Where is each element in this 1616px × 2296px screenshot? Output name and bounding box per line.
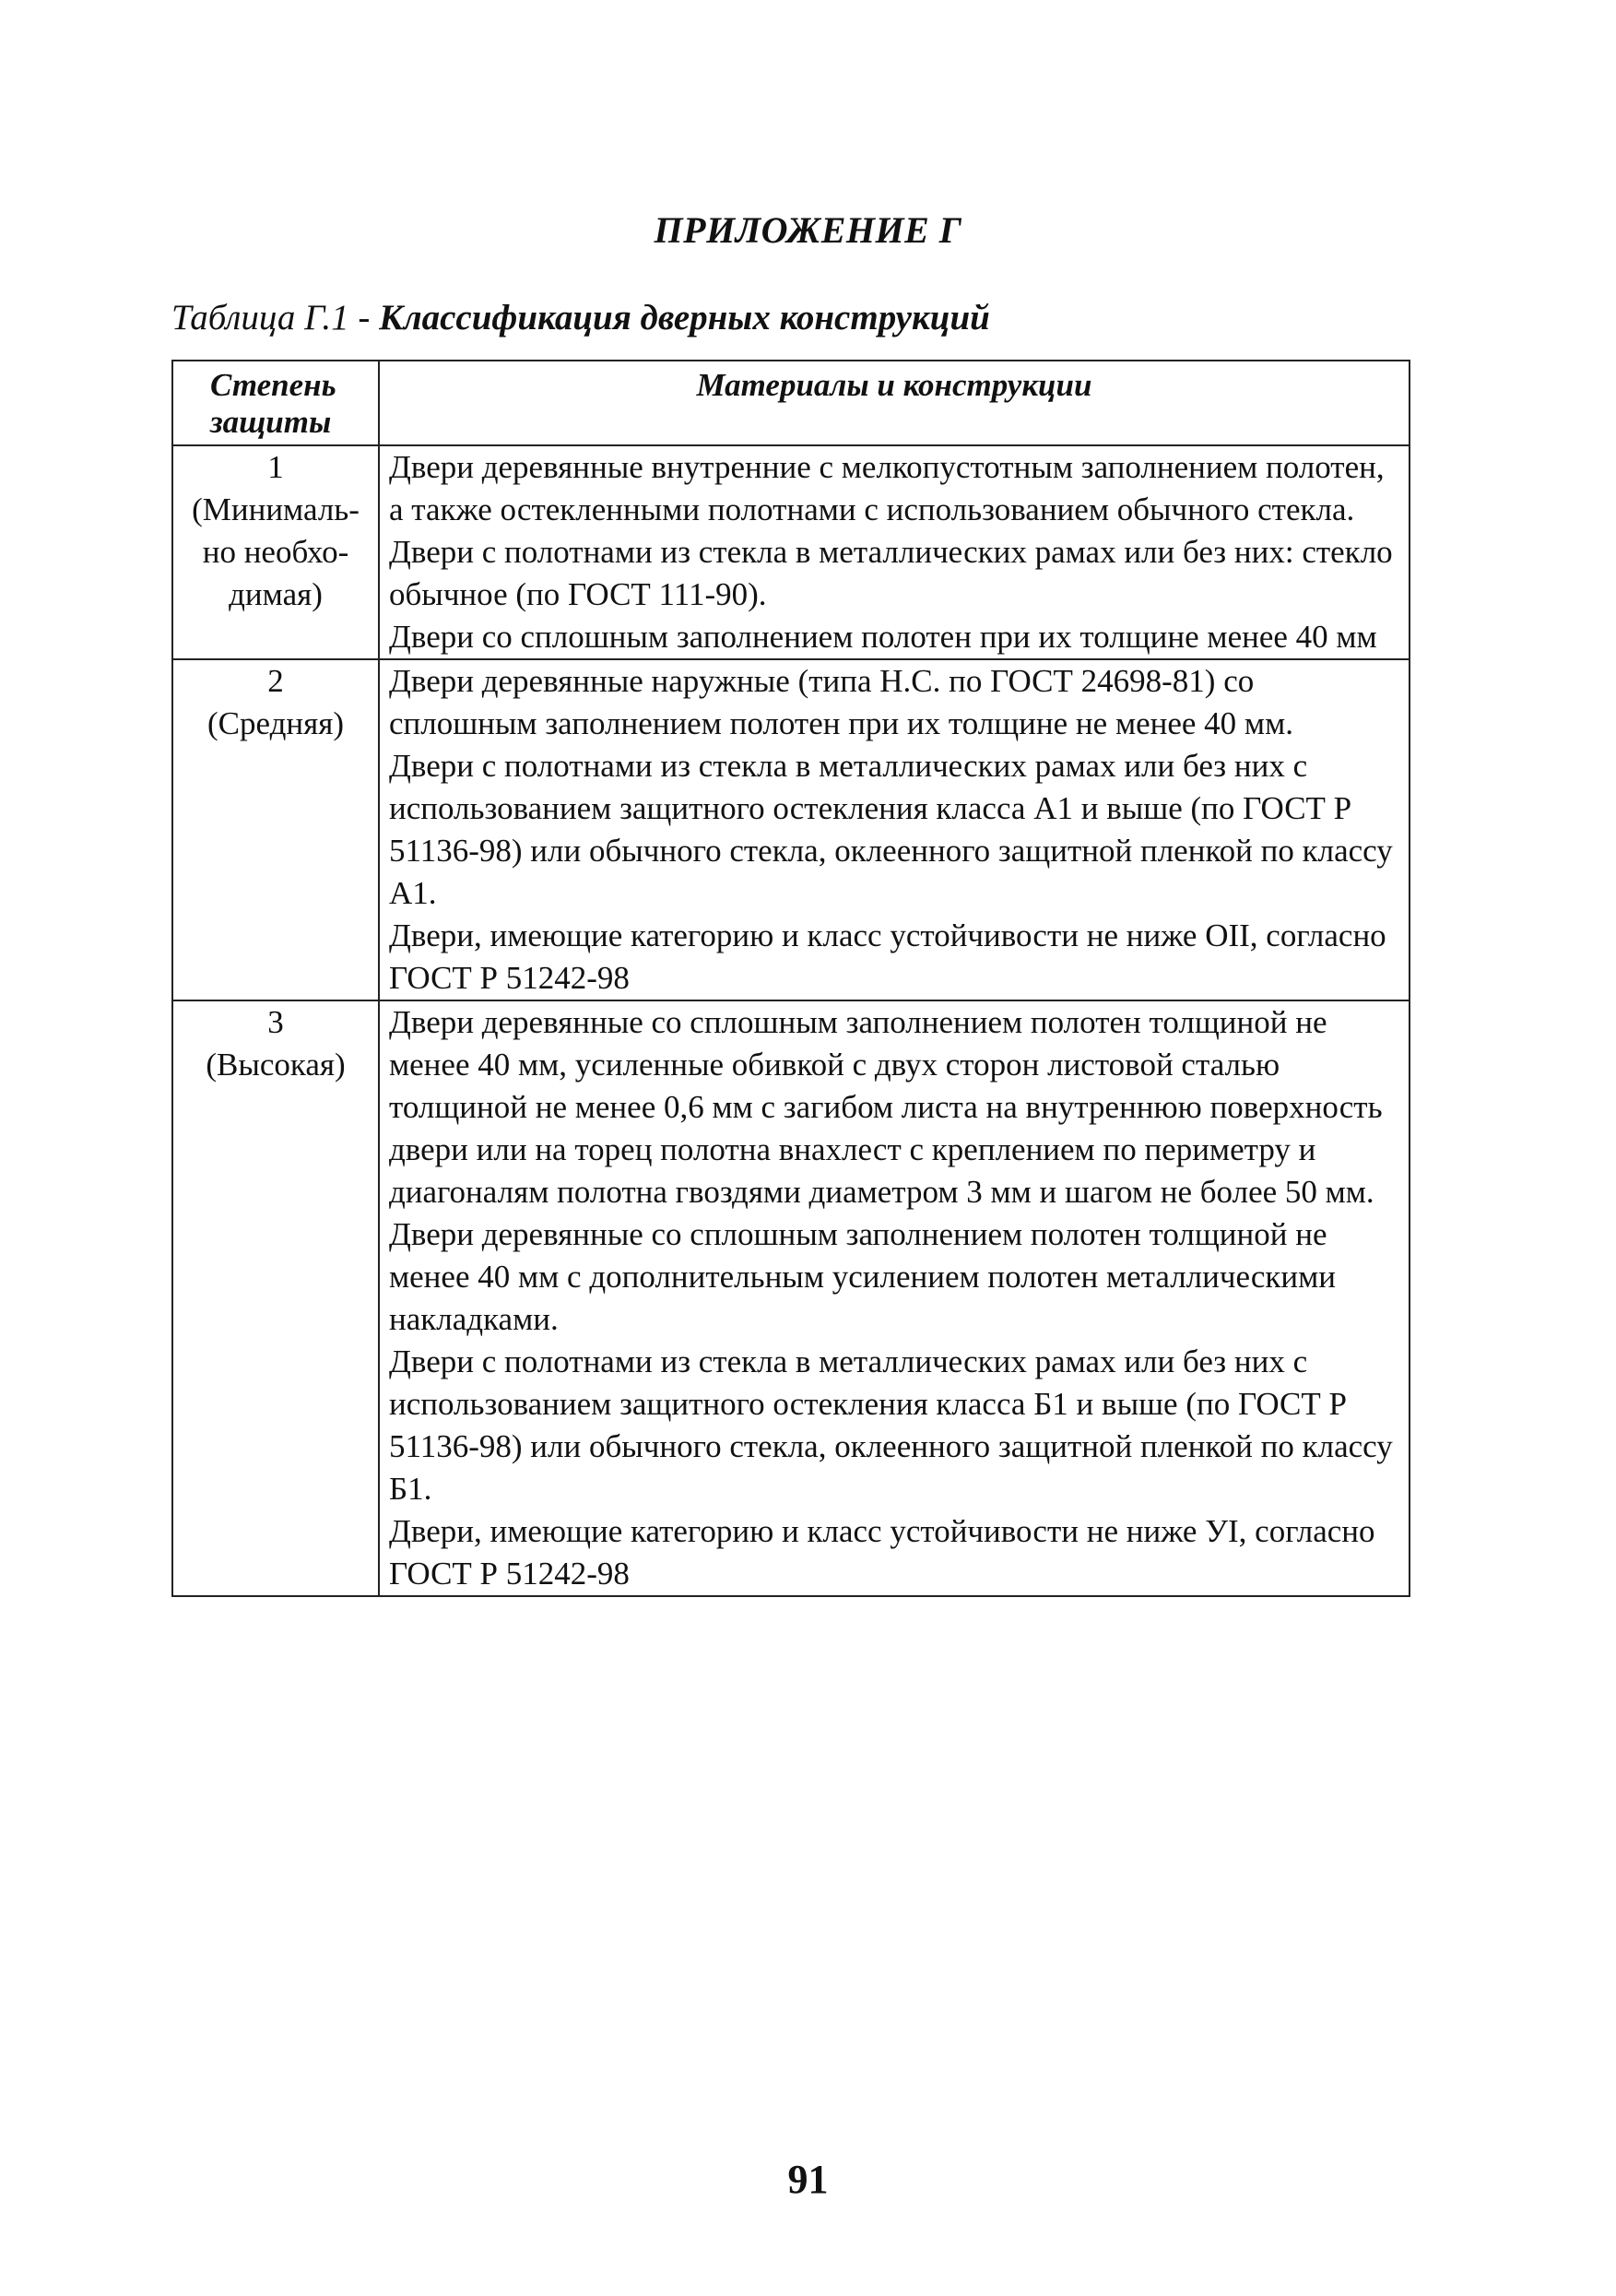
table-row <box>172 445 1410 659</box>
materials-paragraph: Двери деревянные внутренние с мелкопустотным заполнением полотен, а также остекленными полотнами с использованием обычного стекла. <box>389 449 1385 527</box>
degree-number: 2 <box>267 663 284 699</box>
materials-paragraph: Двери деревянные со сплошным заполнением полотен толщиной не менее 40 мм, усиленные обивкой с двух сторон листовой сталью толщиной не менее 0,6 мм с загибом листа на внутреннюю поверхность двери или на торец полотна внахлест с креплением по периметру и диагоналям полотна гвоздями диаметром 3 мм и шагом не более 50 мм. <box>389 1004 1383 1210</box>
degree-cell <box>172 1000 379 1596</box>
table-row <box>172 659 1410 1000</box>
materials-cell <box>379 1000 1410 1596</box>
header-protection-degree: Степень защиты <box>172 361 379 445</box>
materials-cell <box>379 445 1410 659</box>
materials-cell <box>379 659 1410 1000</box>
materials-paragraph: Двери, имеющие категорию и класс устойчивости не ниже ОII, согласно ГОСТ Р 51242-98 <box>389 917 1386 996</box>
materials-paragraph: Двери, имеющие категорию и класс устойчивости не ниже УI, согласно ГОСТ Р 51242-98 <box>389 1513 1375 1592</box>
materials-paragraph: Двери со сплошным заполнением полотен при их толщине менее 40 мм <box>389 619 1377 655</box>
materials-paragraph: Двери с полотнами из стекла в металлических рамах или без них: стекло обычное (по ГОСТ 111-90). <box>389 534 1393 612</box>
header-materials: Материалы и конструкции <box>379 361 1410 445</box>
table-caption <box>171 297 990 338</box>
table-caption-title: Классификация дверных конструкций <box>379 298 990 337</box>
degree-label-line: но необхо- <box>202 534 349 570</box>
degree-cell <box>172 445 379 659</box>
table-row <box>172 1000 1410 1596</box>
degree-label-line: (Минималь- <box>192 491 360 527</box>
degree-label-line: (Высокая) <box>206 1047 346 1083</box>
table-header-row <box>172 361 1410 445</box>
materials-paragraph: Двери деревянные со сплошным заполнением полотен толщиной не менее 40 мм с дополнительным усилением полотен металлическими накладками. <box>389 1216 1337 1337</box>
door-classification-table <box>171 360 1410 1597</box>
materials-paragraph: Двери с полотнами из стекла в металлических рамах или без них с использованием защитного остекления класса Б1 и выше (по ГОСТ Р 51136-98) или обычного стекла, оклеенного защитной пленкой по классу Б1. <box>389 1343 1393 1507</box>
materials-paragraph: Двери деревянные наружные (типа Н.С. по ГОСТ 24698-81) со сплошным заполнением полотен при их толщине не менее 40 мм. <box>389 663 1293 741</box>
degree-label-line: (Средняя) <box>207 705 344 741</box>
degree-cell <box>172 659 379 1000</box>
appendix-heading: ПРИЛОЖЕНИЕ Г <box>654 209 962 251</box>
degree-number: 1 <box>267 449 284 485</box>
table-caption-number: Таблица Г.1 - <box>171 298 380 337</box>
degree-label-line: димая) <box>229 576 323 612</box>
materials-paragraph: Двери с полотнами из стекла в металлических рамах или без них с использованием защитного остекления класса А1 и выше (по ГОСТ Р 51136-98) или обычного стекла, оклеенного защитной пленкой по классу А1. <box>389 748 1393 911</box>
page-number: 91 <box>787 2157 829 2202</box>
degree-number: 3 <box>267 1004 284 1040</box>
